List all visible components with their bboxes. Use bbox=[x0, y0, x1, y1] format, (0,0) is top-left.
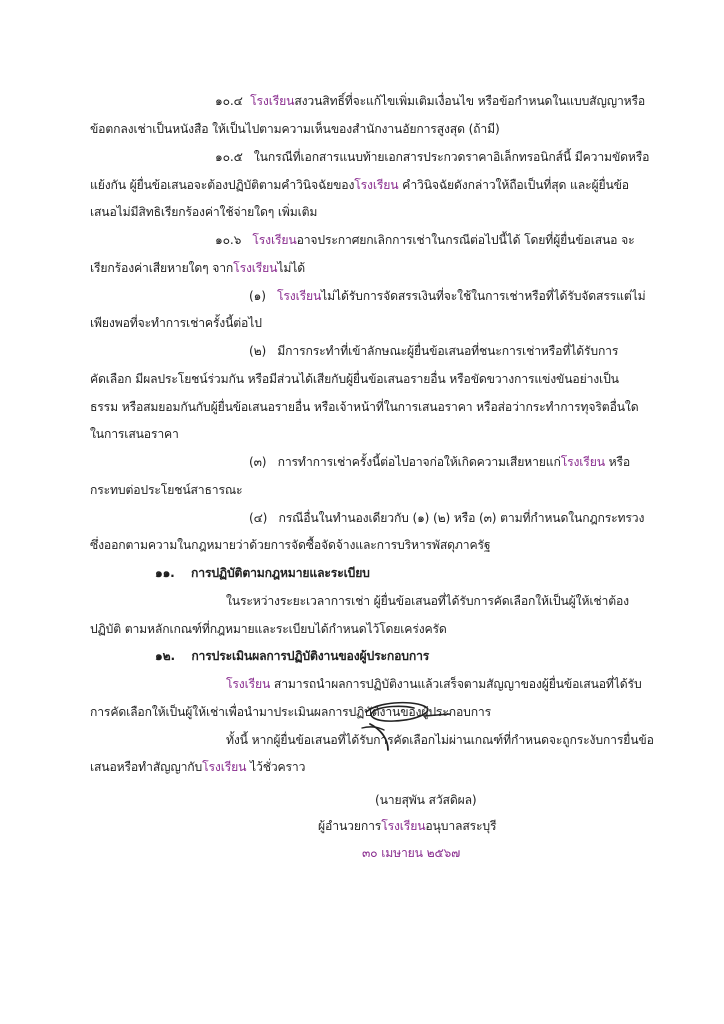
clause-text: เรียกร้องค่าเสียหายใดๆ จาก bbox=[90, 261, 234, 275]
clause-10-4-line-2: ข้อตกลงเช่าเป็นหนังสือ ให้เป็นไปตามความเห็นของสำนักงานอัยการสูงสุด (ถ้ามี) bbox=[90, 122, 500, 136]
clause-10-5-line-1 bbox=[215, 147, 649, 167]
section-12-line-2: การคัดเลือกให้เป็นผู้ให้เช่าเพื่อนำมาประเมินผลการปฏิบัติงานของผู้ประกอบการ bbox=[90, 705, 492, 719]
handwritten-signature bbox=[358, 700, 454, 752]
position-text: อนุบาลสระบุรี bbox=[425, 819, 497, 833]
section-12-line-4 bbox=[90, 757, 305, 777]
school-highlight: โรงเรียน bbox=[252, 233, 297, 247]
school-highlight: โรงเรียน bbox=[381, 819, 426, 833]
sub-4-line-2: ซึ่งออกตามความในกฎหมายว่าด้วยการจัดซื้อจัดจ้างและการบริหารพัสดุภาครัฐ bbox=[90, 538, 491, 552]
position-text: ผู้อำนวยการ bbox=[318, 819, 382, 833]
clause-text: อาจประกาศยกเลิกการเช่าในกรณีต่อไปนี้ได้ โดยที่ผู้ยื่นข้อเสนอ จะ bbox=[296, 233, 635, 247]
sub-3-line-1 bbox=[249, 452, 630, 472]
section-number: ๑๑. bbox=[155, 566, 175, 580]
section-12-line-3: ทั้งนี้ หากผู้ยื่นข้อเสนอที่ได้รับการคัดเลือกไม่ผ่านเกณฑ์ที่กำหนดจะถูกระงับการยื่นข้อ bbox=[226, 733, 654, 747]
school-highlight: โรงเรียน bbox=[276, 289, 322, 303]
sub-2-line-4: ในการเสนอราคา bbox=[90, 427, 179, 441]
section-12-line-1 bbox=[226, 674, 642, 694]
school-highlight: โรงเรียน bbox=[354, 178, 399, 192]
sub-number: (๓) bbox=[249, 455, 267, 469]
clause-text: ไม่ได้ bbox=[277, 261, 305, 275]
section-11-line-1: ในระหว่างระยะเวลาการเช่า ผู้ยื่นข้อเสนอที่ได้รับการคัดเลือกให้เป็นผู้ให้เช่าต้อง bbox=[226, 594, 629, 608]
school-highlight: โรงเรียน bbox=[233, 261, 278, 275]
sub-text: การทำการเช่าครั้งนี้ต่อไปอาจก่อให้เกิดความเสียหายแก่ bbox=[277, 455, 561, 469]
school-highlight: โรงเรียน bbox=[226, 677, 271, 691]
section-text: สามารถนำผลการปฏิบัติงานแล้วเสร็จตามสัญญาของผู้ยื่นข้อเสนอที่ได้รับ bbox=[270, 677, 642, 691]
clause-10-5-line-2 bbox=[90, 175, 629, 195]
sub-number: (๔) bbox=[249, 511, 268, 525]
clause-10-6-line-1 bbox=[215, 230, 634, 250]
clause-number: ๑๐.๔ bbox=[215, 94, 243, 108]
clause-number: ๑๐.๖ bbox=[215, 233, 242, 247]
sub-3-line-2: กระทบต่อประโยชน์สาธารณะ bbox=[90, 483, 243, 497]
sub-1-line-1 bbox=[249, 286, 645, 306]
clause-number: ๑๐.๕ bbox=[215, 150, 243, 164]
school-highlight: โรงเรียน bbox=[250, 94, 295, 108]
school-highlight: โรงเรียน bbox=[560, 455, 605, 469]
sub-text: ไม่ได้รับการจัดสรรเงินที่จะใช้ในการเช่าหรือที่ได้รับจัดสรรแต่ไม่ bbox=[321, 289, 646, 303]
sub-4-line-1 bbox=[249, 508, 644, 528]
section-title: การปฏิบัติตามกฎหมายและระเบียบ bbox=[191, 566, 370, 580]
school-highlight: โรงเรียน bbox=[202, 760, 247, 774]
clause-text: ในกรณีที่เอกสารแนบท้ายเอกสารประกวดราคาอิเล็กทรอนิกส์นี้ มีความขัดหรือ bbox=[253, 150, 650, 164]
section-11-line-2: ปฏิบัติ ตามหลักเกณฑ์ที่กฎหมายและระเบียบได้กำหนดไว้โดยเคร่งครัด bbox=[90, 622, 447, 636]
clause-10-4-line-1 bbox=[215, 91, 645, 111]
sub-text: กรณีอื่นในทำนองเดียวกับ (๑) (๒) หรือ (๓) ตามที่กำหนดในกฎกระทรวง bbox=[278, 511, 645, 525]
section-text: เสนอหรือทำสัญญากับ bbox=[90, 760, 203, 774]
sub-text: หรือ bbox=[604, 455, 631, 469]
signatory-position bbox=[318, 816, 496, 836]
sub-1-line-2: เพียงพอที่จะทำการเช่าครั้งนี้ต่อไป bbox=[90, 316, 262, 330]
sub-2-line-1 bbox=[249, 341, 618, 361]
clause-text: คำวินิจฉัยดังกล่าวให้ถือเป็นที่สุด และผู้ยื่นข้อ bbox=[398, 178, 629, 192]
section-title: การประเมินผลการปฏิบัติงานของผู้ประกอบการ bbox=[191, 649, 430, 663]
clause-text: แย้งกัน ผู้ยื่นข้อเสนอจะต้องปฏิบัติตามคำวินิจฉัยของ bbox=[90, 178, 355, 192]
sub-number: (๒) bbox=[249, 344, 267, 358]
signature-date: ๓๐ เมษายน ๒๕๖๗ bbox=[362, 846, 461, 860]
sub-number: (๑) bbox=[249, 289, 266, 303]
sub-text: มีการกระทำที่เข้าลักษณะผู้ยื่นข้อเสนอที่ชนะการเช่าหรือที่ได้รับการ bbox=[277, 344, 619, 358]
section-12-heading bbox=[155, 646, 429, 666]
sub-2-line-3: ธรรม หรือสมยอมกันกับผู้ยื่นข้อเสนอรายอื่น หรือเจ้าหน้าที่ในการเสนอราคา หรือส่อว่ากระทำการทุจริตอื่นใด bbox=[90, 400, 639, 414]
sub-2-line-2: คัดเลือก มีผลประโยชน์ร่วมกัน หรือมีส่วนได้เสียกับผู้ยื่นข้อเสนอรายอื่น หรือขัดขวางการแข่งขันอย่างเป็น bbox=[90, 372, 619, 386]
section-text: ไว้ชั่วคราว bbox=[246, 760, 306, 774]
section-11-heading bbox=[155, 563, 370, 583]
clause-text: สงวนสิทธิ์ที่จะแก้ไขเพิ่มเติมเงื่อนไข หรือข้อกำหนดในแบบสัญญาหรือ bbox=[294, 94, 646, 108]
signatory-name: (นายสุพัน สวัสดิผล) bbox=[375, 793, 477, 807]
section-number: ๑๒. bbox=[155, 649, 175, 663]
clause-10-6-line-2 bbox=[90, 258, 305, 278]
clause-10-5-line-3: เสนอไม่มีสิทธิเรียกร้องค่าใช้จ่ายใดๆ เพิ่มเติม bbox=[90, 205, 318, 219]
